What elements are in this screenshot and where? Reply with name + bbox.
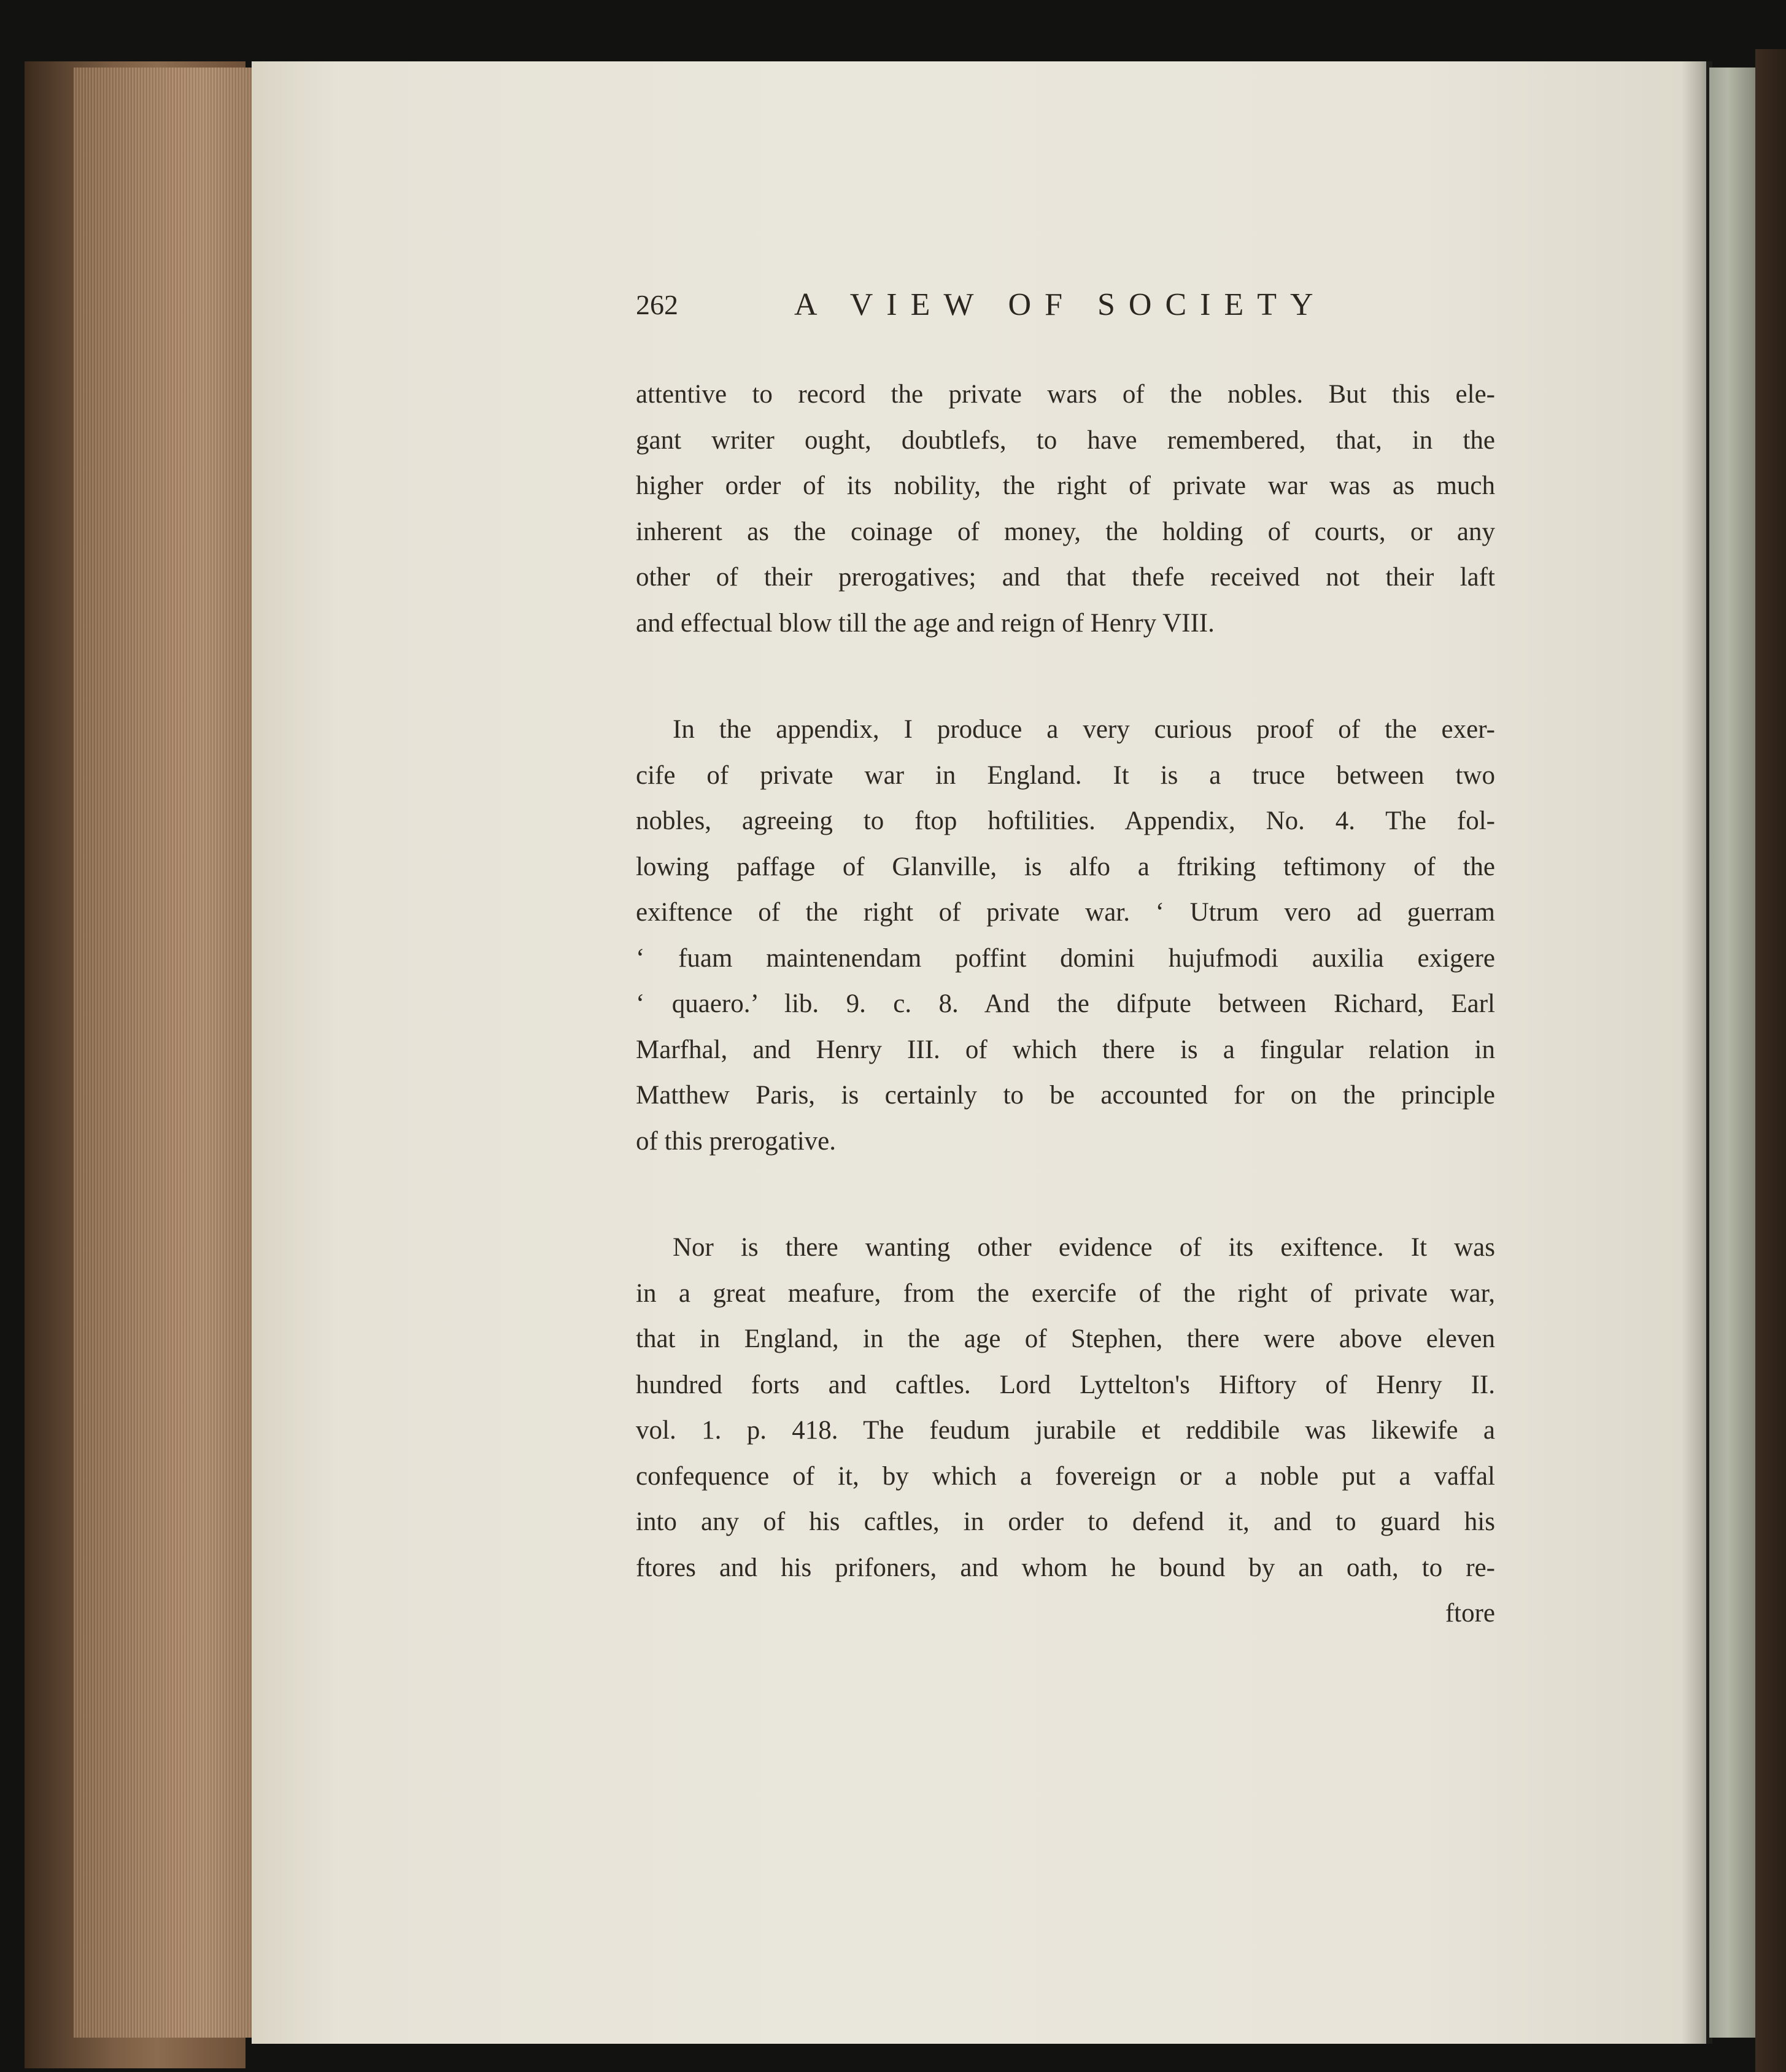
text-line: Matthew Paris, is certainly to be accounted for on the principle <box>636 1081 1495 1110</box>
text-line: ‘ fuam maintenendam poffint domini hujufmodi auxilia exigere <box>636 943 1495 973</box>
text-line: other of their prerogatives; and that thefe received not their laft <box>636 563 1495 592</box>
text-line: ‘ quaero.’ lib. 9. c. 8. And the difpute between Richard, Earl <box>636 989 1495 1018</box>
text-line: gant writer ought, doubtlefs, to have remembered, that, in the <box>636 425 1495 455</box>
text-line: nobles, agreeing to ftop hoftilities. Appendix, No. 4. The fol- <box>636 806 1495 835</box>
text-line: vol. 1. p. 418. The feudum jurabile et reddibile was likewife a <box>636 1416 1495 1445</box>
text-line: of this prerogative. <box>636 1126 836 1156</box>
book-cover-right-edge <box>1755 49 1786 2072</box>
text-line: higher order of its nobility, the right of private war was as much <box>636 471 1495 500</box>
page-edges <box>74 68 258 2038</box>
catchword: ftore <box>1445 1599 1495 1628</box>
paragraph-1 <box>636 372 1495 646</box>
page-body <box>636 372 1495 1637</box>
text-line: cife of private war in England. It is a truce between two <box>636 760 1495 790</box>
running-head: A VIEW OF SOCIETY <box>794 287 1327 322</box>
text-line: confequence of it, by which a fovereign or a noble put a vaffal <box>636 1461 1495 1491</box>
text-line: in a great meafure, from the exercife of the right of private war, <box>636 1278 1495 1308</box>
text-line: ftores and his prifoners, and whom he bound by an oath, to re- <box>636 1553 1495 1582</box>
text-line: inherent as the coinage of money, the holding of courts, or any <box>636 517 1495 546</box>
text-line: lowing paffage of Glanville, is alfo a ftriking teftimony of the <box>636 852 1495 881</box>
text-line: In the appendix, I produce a very curious proof of the exer- <box>673 715 1495 744</box>
text-line: Marfhal, and Henry III. of which there is a fingular relation in <box>636 1035 1495 1064</box>
text-line: that in England, in the age of Stephen, there were above eleven <box>636 1324 1495 1353</box>
page-gutter-shadow <box>1682 61 1712 2044</box>
paragraph-2 <box>636 707 1495 1164</box>
text-line: exiftence of the right of private war. ‘ Utrum vero ad guerram <box>636 898 1495 927</box>
text-line: into any of his caftles, in order to defend it, and to guard his <box>636 1507 1495 1536</box>
text-line: Nor is there wanting other evidence of its exiftence. It was <box>673 1233 1495 1262</box>
paragraph-3 <box>636 1225 1495 1591</box>
text-line: attentive to record the private wars of the nobles. But this ele- <box>636 380 1495 409</box>
text-line: hundred forts and caftles. Lord Lyttelton's Hiftory of Henry II. <box>636 1370 1495 1399</box>
page-number: 262 <box>636 289 678 320</box>
text-line: and effectual blow till the age and reign of Henry VIII. <box>636 608 1215 638</box>
page-header <box>636 284 1378 327</box>
